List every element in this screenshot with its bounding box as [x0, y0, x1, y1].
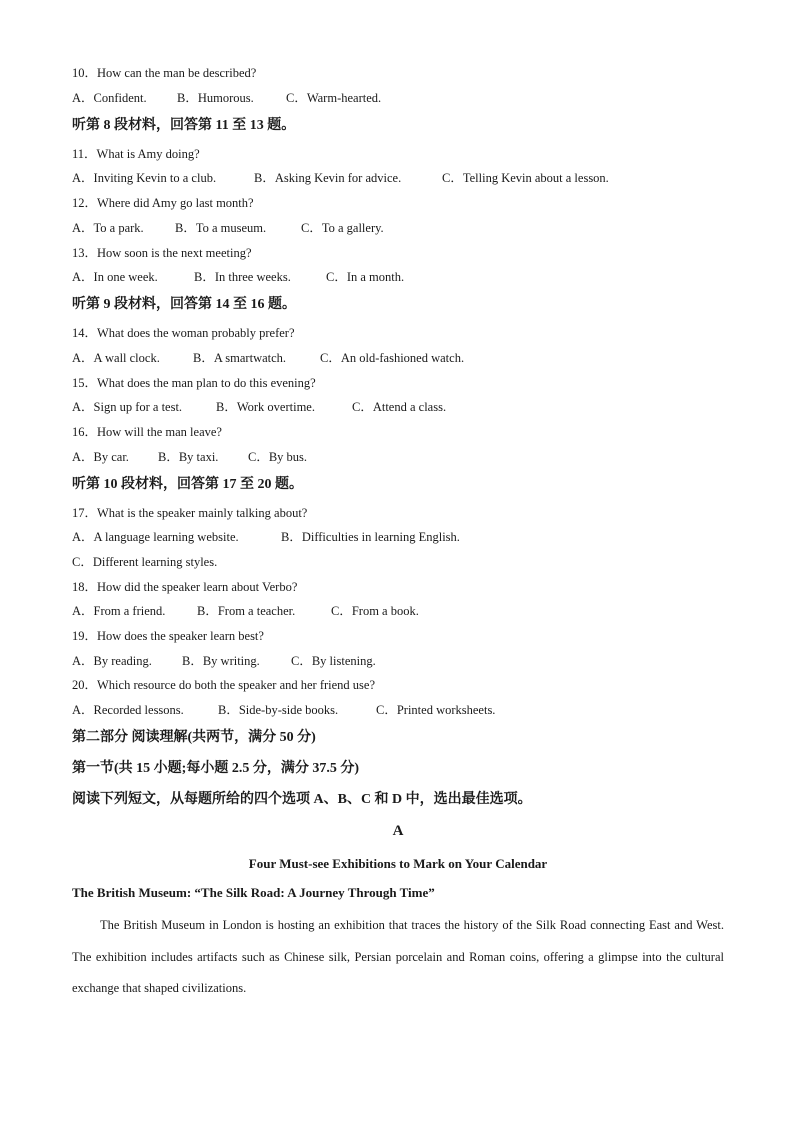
- option-b: B．From a teacher.: [197, 604, 296, 618]
- option-a: A．From a friend.: [72, 604, 166, 618]
- question-15-options: [72, 399, 446, 415]
- option-c: C．Warm-hearted.: [286, 91, 382, 105]
- option-b: B．Humorous.: [177, 91, 254, 105]
- option-b: B．Work overtime.: [216, 400, 315, 414]
- question-19-options: [72, 653, 376, 669]
- option-b: B．A smartwatch.: [193, 351, 287, 365]
- question-18-stem: 18．How did the speaker learn about Verbo?: [72, 580, 298, 594]
- question-17-options: [72, 529, 460, 545]
- option-a: A．Recorded lessons.: [72, 703, 184, 717]
- option-b: B．Side-by-side books.: [218, 703, 339, 717]
- section-heading-9: 听第 9 段材料，回答第 14 至 16 题。: [72, 297, 296, 312]
- question-10-stem: 10．How can the man be described?: [72, 66, 257, 80]
- option-b: B．Asking Kevin for advice.: [254, 171, 402, 185]
- question-15-stem: 15．What does the man plan to do this evening?: [72, 376, 316, 390]
- section-heading-10: 听第 10 段材料，回答第 17 至 20 题。: [72, 477, 303, 492]
- question-18-options: [72, 603, 419, 619]
- option-c: C．Telling Kevin about a lesson.: [442, 171, 609, 185]
- question-12-stem: 12．Where did Amy go last month?: [72, 196, 254, 210]
- option-c: C．From a book.: [331, 604, 419, 618]
- option-a: A．A language learning website.: [72, 530, 239, 544]
- option-a: A．By car.: [72, 450, 129, 464]
- exhibition-subtitle: The British Museum: “The Silk Road: A Journey Through Time”: [72, 885, 435, 900]
- question-11-stem: 11．What is Amy doing?: [72, 147, 200, 161]
- section-one-heading: 第一节(共 15 小题;每小题 2.5 分，满分 37.5 分): [72, 761, 359, 776]
- option-a: A．To a park.: [72, 221, 144, 235]
- option-a: A．Sign up for a test.: [72, 400, 183, 414]
- question-13-stem: 13．How soon is the next meeting?: [72, 246, 252, 260]
- question-14-stem: 14．What does the woman probably prefer?: [72, 326, 295, 340]
- option-b: B．To a museum.: [175, 221, 267, 235]
- option-b: B．Difficulties in learning English.: [281, 530, 460, 544]
- question-12-options: [72, 220, 384, 236]
- question-20-options: [72, 702, 495, 718]
- option-b: B．By taxi.: [158, 450, 219, 464]
- option-c: C．To a gallery.: [301, 221, 384, 235]
- passage-letter: A: [392, 823, 404, 839]
- question-13-options: [72, 269, 404, 285]
- question-16-options: [72, 449, 307, 465]
- option-a: A．In one week.: [72, 270, 158, 284]
- option-a: A．Inviting Kevin to a club.: [72, 171, 217, 185]
- question-17-option-c: C．Different learning styles.: [72, 555, 218, 569]
- option-c: C．Printed worksheets.: [376, 703, 496, 717]
- option-c: C．In a month.: [326, 270, 405, 284]
- option-c: C．Attend a class.: [352, 400, 447, 414]
- question-16-stem: 16．How will the man leave?: [72, 425, 222, 439]
- option-c: C．By listening.: [291, 654, 376, 668]
- option-a: A．By reading.: [72, 654, 152, 668]
- option-c: C．By bus.: [248, 450, 308, 464]
- option-a: A．Confident.: [72, 91, 147, 105]
- question-10-options: [72, 90, 381, 106]
- question-19-stem: 19．How does the speaker learn best?: [72, 629, 264, 643]
- question-14-options: [72, 350, 464, 366]
- part-two-heading: 第二部分 阅读理解(共两节，满分 50 分): [72, 730, 316, 745]
- question-20-stem: 20．Which resource do both the speaker and her friend use?: [72, 678, 376, 692]
- section-heading-8: 听第 8 段材料，回答第 11 至 13 题。: [72, 118, 296, 133]
- question-17-stem: 17．What is the speaker mainly talking about?: [72, 506, 308, 520]
- question-11-options: [72, 170, 609, 186]
- reading-instruction: 阅读下列短文，从每题所给的四个选项 A、B、C 和 D 中，选出最佳选项。: [72, 792, 532, 807]
- passage-paragraph: The British Museum in London is hosting an exhibition that traces the history of the Silk Road connecting East and West. The exhibition includes artifacts such as Chinese silk, Persian porcelain and Roman coins, offering a glimpse into the cultural exchange that shaped civilizations.: [72, 918, 724, 995]
- option-a: A．A wall clock.: [72, 351, 160, 365]
- passage-title: Four Must-see Exhibitions to Mark on Your Calendar: [248, 856, 548, 871]
- option-c: C．An old-fashioned watch.: [320, 351, 465, 365]
- option-b: B．In three weeks.: [194, 270, 291, 284]
- option-b: B．By writing.: [182, 654, 260, 668]
